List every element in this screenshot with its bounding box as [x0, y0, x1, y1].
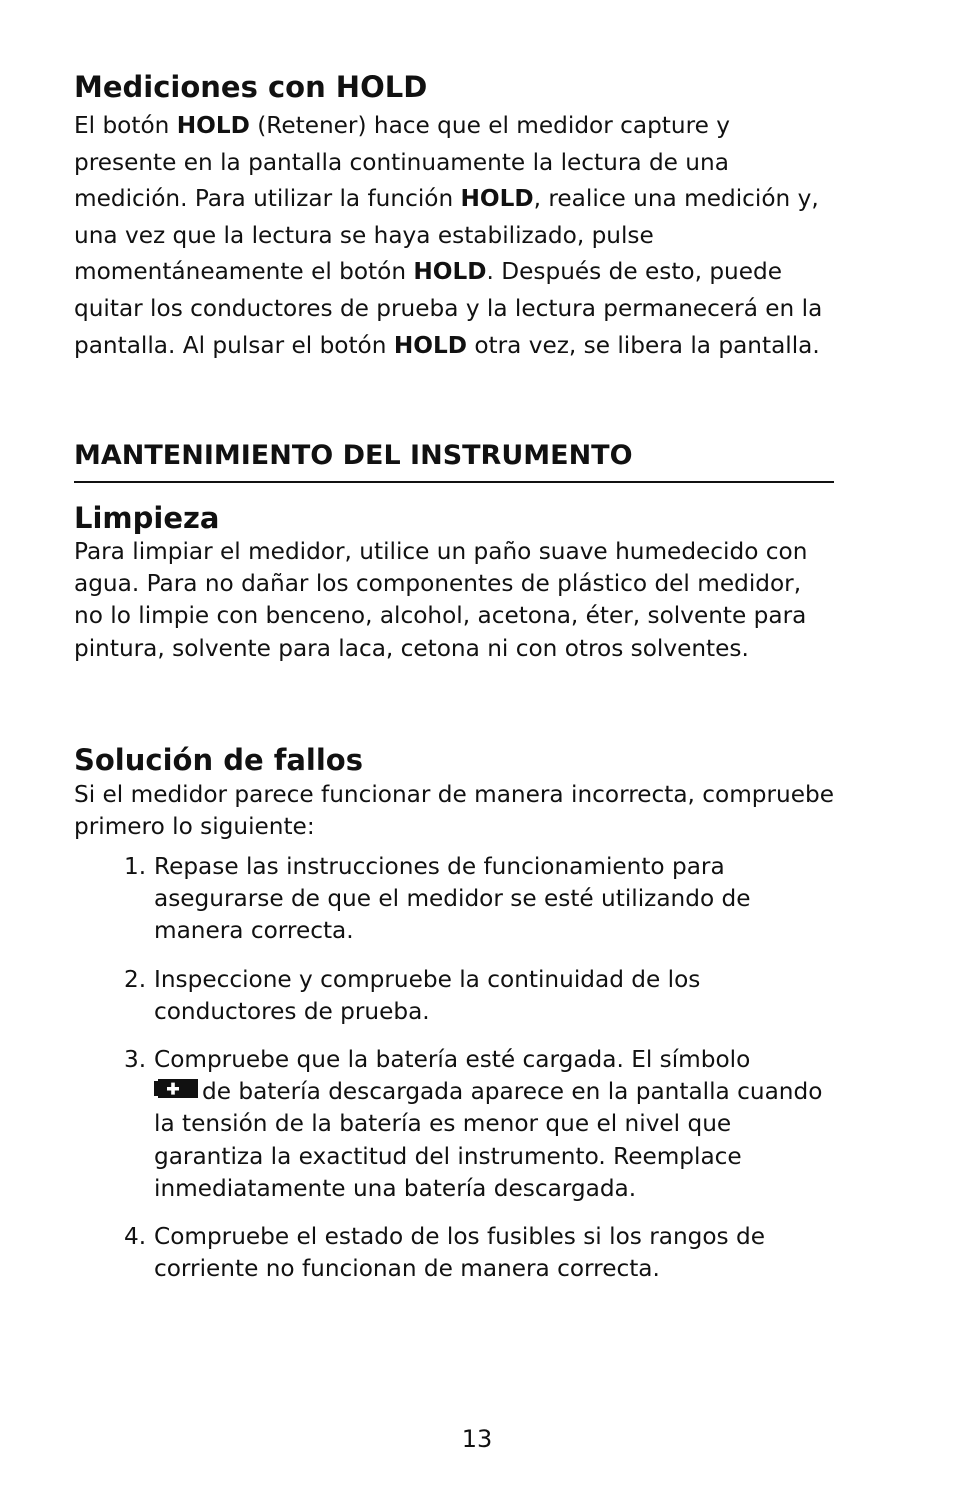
troubleshooting-intro: Si el medidor parece funcionar de manera incorrecta, compruebe primero lo siguiente:	[74, 781, 835, 841]
list-item-text: Repase las instrucciones de funcionamiento para asegurarse de que el medidor se esté utilizando de manera correcta.	[154, 853, 751, 945]
hold-keyword: HOLD	[176, 112, 250, 139]
maintenance-section-title: MANTENIMIENTO DEL INSTRUMENTO	[74, 437, 834, 483]
low-battery-icon	[154, 1079, 198, 1098]
list-item-number: 1.	[124, 853, 147, 880]
list-item	[124, 851, 834, 948]
hold-keyword: HOLD	[393, 331, 467, 359]
hold-section-title: Mediciones con HOLD	[74, 70, 428, 104]
text-span: otra vez, se libera la pantalla.	[466, 331, 820, 359]
hold-keyword: HOLD	[413, 258, 487, 286]
hold-keyword: HOLD	[460, 185, 534, 213]
list-item-number: 4.	[124, 1223, 147, 1251]
page-number: 13	[461, 1425, 493, 1453]
list-item	[124, 1221, 834, 1285]
hold-section-paragraph	[74, 108, 834, 364]
text-span: , realice una medición y, una vez que la lectura se haya estabilizado, pulse momentáneamente el botón	[74, 185, 819, 286]
cleaning-paragraph: Para limpiar el medidor, utilice un paño suave humedecido con agua. Para no dañar los componentes de plástico del medidor, no lo limpie con benceno, alcohol, acetona, éter, solvente para pintura, solvente para laca, cetona ni con otros solventes.	[74, 538, 808, 662]
text-span: . Después de esto, puede quitar los conductores de prueba y la lectura permanecerá en la pantalla. Al pulsar el botón	[74, 258, 823, 359]
text-span: El botón	[74, 112, 177, 139]
list-item-text: Compruebe que la batería esté cargada. El símbolo	[154, 1046, 751, 1074]
list-item	[124, 964, 834, 1028]
list-item-text: de batería descargada aparece en la pantalla cuando la tensión de la batería es menor que el nivel que garantiza la exactitud del instrumento. Reemplace inmediatamente una batería descargada.	[154, 1078, 823, 1202]
cleaning-section-title: Limpieza	[74, 501, 220, 535]
troubleshooting-section-title: Solución de fallos	[74, 743, 363, 777]
list-item-number: 2.	[124, 965, 147, 993]
text-span: (Retener) hace que el medidor capture y presente en la pantalla continuamente la lectura de una medición. Para utilizar la función	[74, 112, 730, 213]
list-item-text: Compruebe el estado de los fusibles si los rangos de corriente no funcionan de manera correcta.	[154, 1223, 765, 1283]
list-item	[124, 1044, 834, 1205]
troubleshooting-list	[124, 851, 834, 1301]
list-item-number: 3.	[124, 1046, 147, 1074]
list-item-text: Inspeccione y compruebe la continuidad de los conductores de prueba.	[154, 965, 701, 1025]
